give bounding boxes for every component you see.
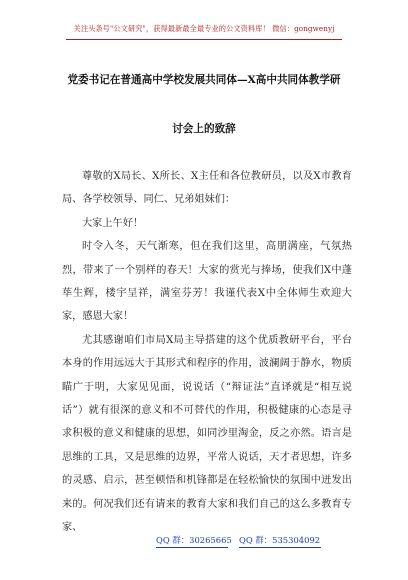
document-body — [62, 165, 352, 540]
document-title-line-2: 讨会上的致辞 — [172, 123, 236, 135]
thanks-paragraph: 尤其感谢咱们市局X局主导搭建的这个优质教研平台，平台本身的作用远远大于其形式和程序的作用，波澜阔于静水，物质瞄广于明，大家见见面，说说话（“辩证法”直译就是“相互说话”）就有很深的意义和不可替代的作用，积极健康的心态是寻求积极的意义和健康的思想，如同沙里淘金，反之亦然。语言是思维的工具，又是思维的边界，平常人说话，天才者思想，许多的灵感、启示，甚至顿悟和机锋都是在轻松愉快的氛围中迸发出来的。何况我们还有请来的教育大家和我们自己的这么多教育专家、 — [62, 334, 352, 534]
header-promo-note: 关注头条号"公文研究"，获得最新最全最专业的公文资料库！ 微信：gongwenyj — [73, 24, 335, 33]
document-title-line-1: 党委书记在普通高中学校发展共同体—X高中共同体教学研 — [67, 74, 341, 86]
welcome-paragraph: 时令入冬，天气渐寒，但在我们这里，高朋满座，气氛热烈，带来了一个别样的春天！大家的赏光与捧场，使我们X中蓬荜生辉，楼宇呈祥，满室芬芳！我谨代表X中全体师生欢迎大家，感恩大家！ — [62, 241, 352, 323]
footer-contact — [0, 534, 408, 548]
footer-qq-group-1[interactable]: QQ 群：30265665 — [156, 535, 232, 545]
greeting-paragraph: 大家上午好！ — [82, 217, 144, 229]
footer-link-underline-2 — [239, 547, 321, 548]
salutation-paragraph: 尊敬的X局长、X所长、X主任和各位教研员，以及X市教育局、各学校领导、同仁、兄弟姐妹们： — [62, 171, 352, 206]
footer-qq-group-2[interactable]: QQ 群：535304092 — [239, 535, 321, 545]
header-divider — [66, 39, 342, 40]
footer-link-underline-1 — [156, 547, 228, 548]
